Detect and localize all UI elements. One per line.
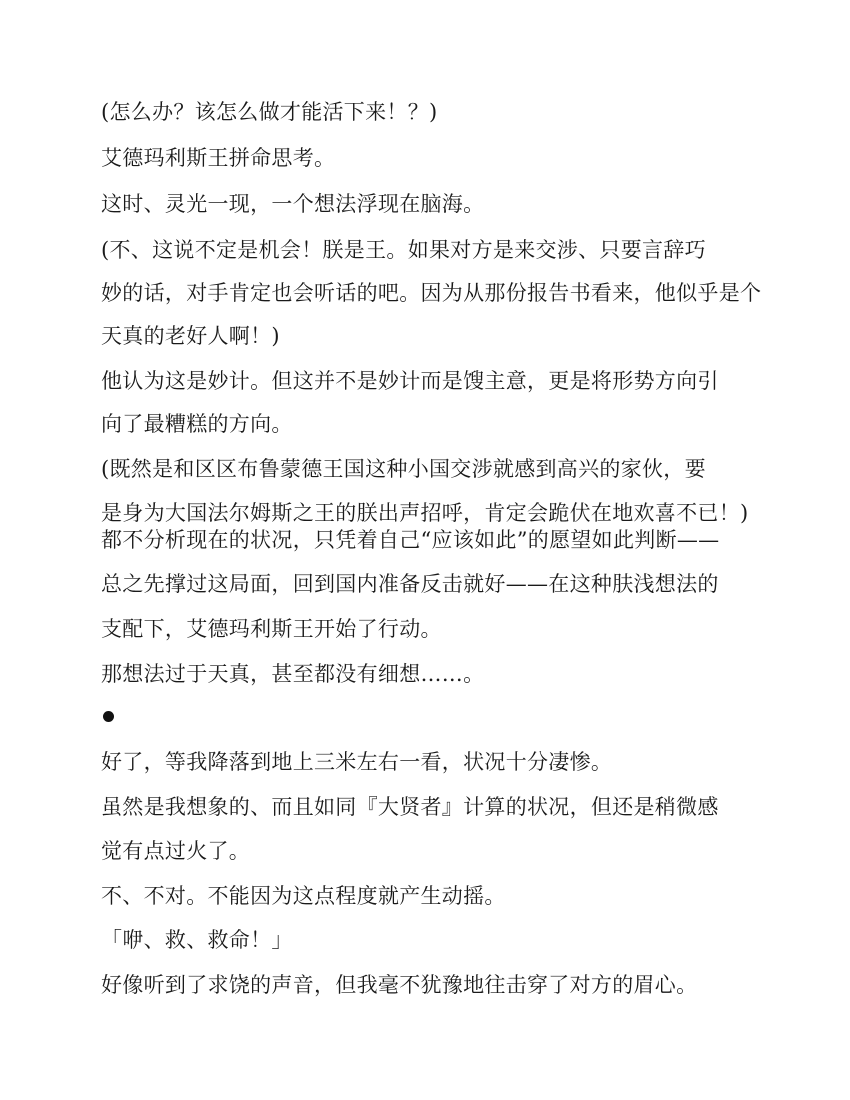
text-line: 支配下，艾德玛利斯王开始了行动。 (101, 617, 442, 641)
text-line: 他认为这是妙计。但这并不是妙计而是馊主意，更是将形势方向引 (101, 369, 719, 393)
text-line: 总之先撑过这局面，回到国内准备反击就好——在这种肤浅想法的 (101, 572, 719, 596)
text-line: 好了，等我降落到地上三米左右一看，状况十分凄惨。 (101, 750, 613, 774)
text-line: 好像听到了求饶的声音，但我毫不犹豫地往击穿了对方的眉心。 (101, 973, 698, 997)
text-line: 那想法过于天真，甚至都没有细想……。 (101, 662, 485, 686)
text-line: 是身为大国法尔姆斯之王的朕出声招呼，肯定会跪伏在地欢喜不已！) (101, 501, 749, 525)
text-line: (既然是和区区布鲁蒙德王国这种小国交涉就感到高兴的家伙，要 (101, 457, 706, 481)
text-line: 向了最糟糕的方向。 (101, 412, 293, 436)
text-line: 觉有点过火了。 (101, 839, 251, 863)
text-line: 妙的话，对手肯定也会听话的吧。因为从那份报告书看来，他似乎是个 (101, 281, 762, 305)
text-line: 虽然是我想象的、而且如同『大贤者』计算的状况，但还是稍微感 (101, 795, 719, 819)
text-line: (怎么办？该怎么做才能活下来！？) (101, 100, 438, 124)
text-line: 不、不对。不能因为这点程度就产生动摇。 (101, 884, 506, 908)
text-line: 都不分析现在的状况，只凭着自己“应该如此”的愿望如此判断—— (101, 528, 720, 552)
text-line: 天真的老好人啊！) (101, 324, 280, 348)
text-line: 艾德玛利斯王拼命思考。 (101, 146, 336, 170)
text-line: (不、这说不定是机会！朕是王。如果对方是来交涉、只要言辞巧 (101, 238, 706, 262)
text-line: 「咿、救、救命！」 (101, 928, 293, 952)
section-break-bullet-icon (103, 711, 114, 722)
text-line: 这时、灵光一现，一个想法浮现在脑海。 (101, 192, 485, 216)
